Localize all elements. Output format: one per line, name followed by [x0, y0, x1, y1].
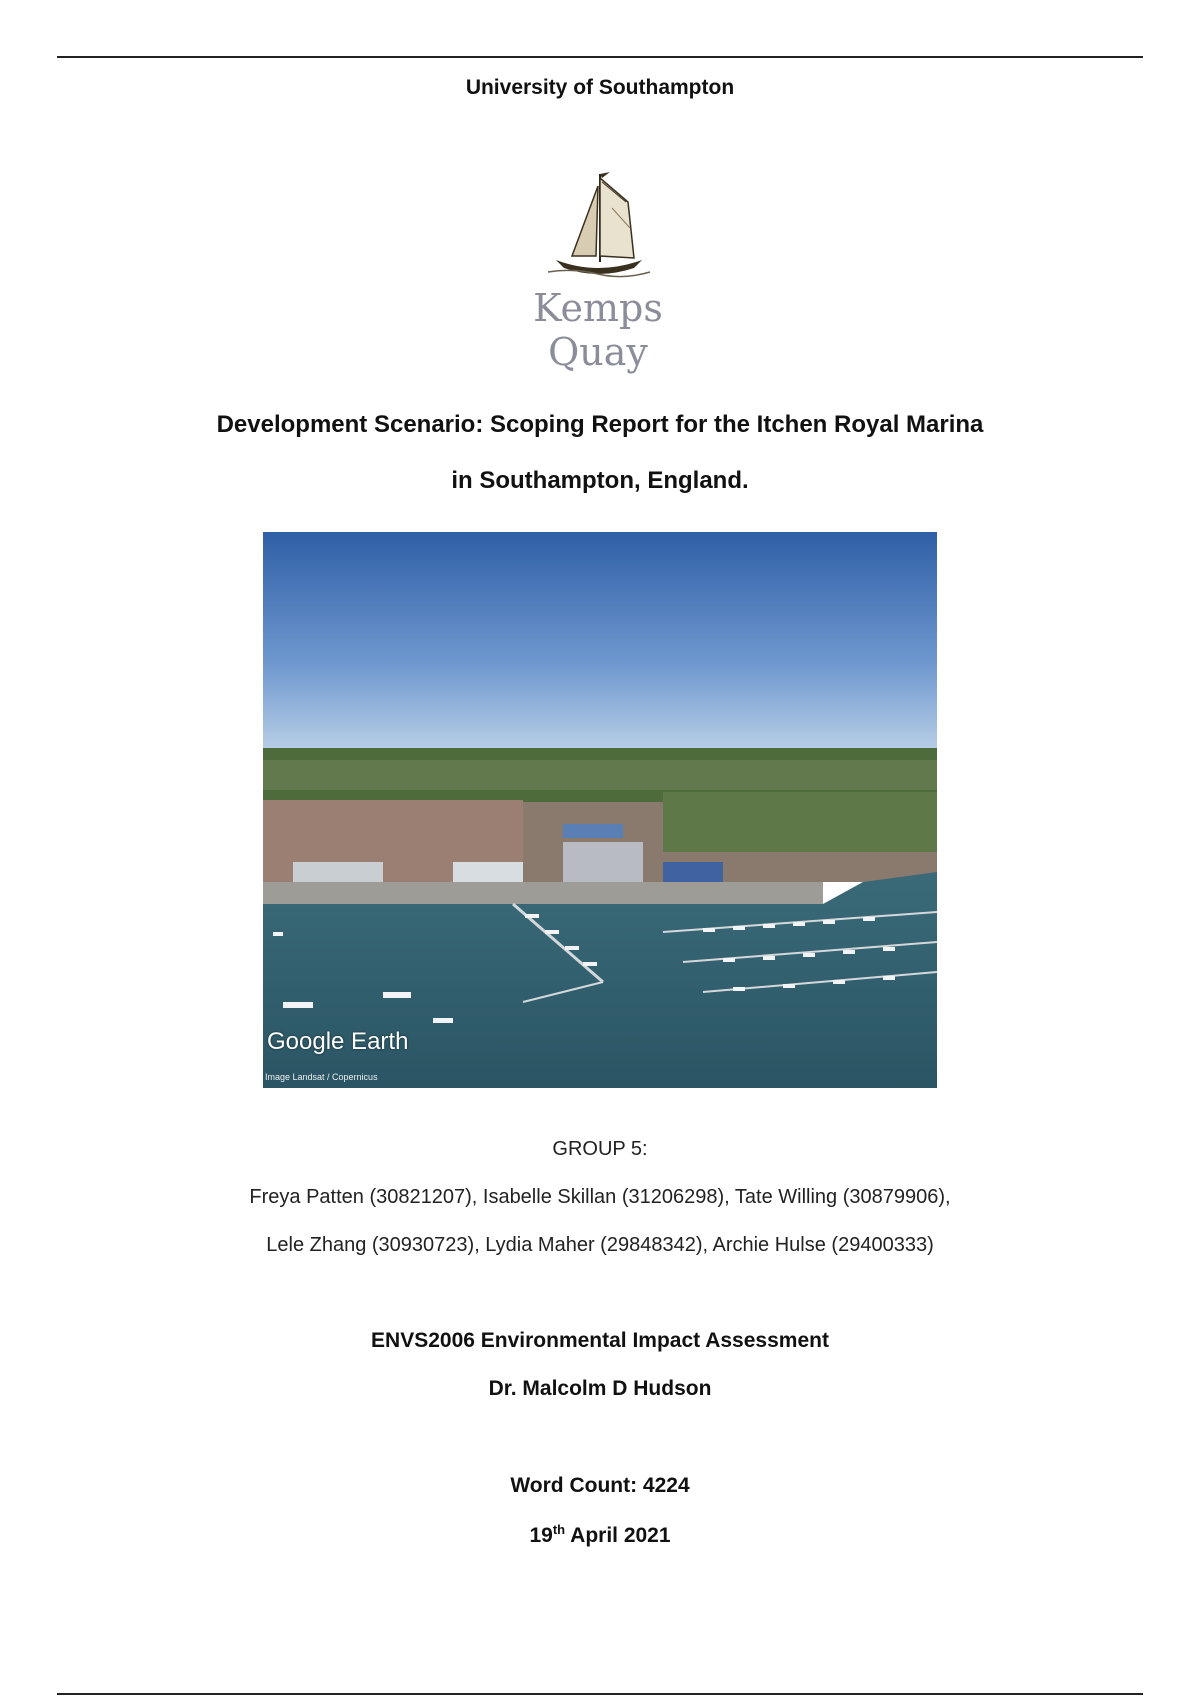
google-earth-watermark: Google Earth [267, 1028, 409, 1055]
kemps-quay-logo [478, 168, 718, 374]
university-name: University of Southampton [465, 76, 735, 99]
imagery-credit: Image Landsat / Copernicus [265, 1072, 378, 1082]
marina-aerial-photo [263, 532, 937, 1088]
submission-date [0, 1522, 1200, 1548]
date-day: 19 [529, 1524, 553, 1547]
logo-text: Kemps Quay [533, 286, 663, 374]
report-title-line-1: Development Scenario: Scoping Report for the Itchen Royal Marina [216, 411, 984, 438]
report-title-line-2: in Southampton, England. [451, 467, 749, 494]
lecturer-name: Dr. Malcolm D Hudson [488, 1377, 712, 1400]
group-members-line-1: Freya Patten (30821207), Isabelle Skillan (31206298), Tate Willing (30879906), [249, 1186, 951, 1208]
bottom-rule [57, 1693, 1143, 1695]
group-members-line-2: Lele Zhang (30930723), Lydia Maher (29848342), Archie Hulse (29400333) [266, 1234, 934, 1256]
module-name: ENVS2006 Environmental Impact Assessment [371, 1329, 829, 1352]
sailboat-icon [478, 168, 718, 288]
date-month-year: April 2021 [565, 1524, 671, 1547]
top-rule [57, 56, 1143, 58]
word-count: Word Count: 4224 [510, 1474, 690, 1497]
group-label: GROUP 5: [552, 1138, 648, 1160]
date-suffix: th [552, 1522, 566, 1537]
